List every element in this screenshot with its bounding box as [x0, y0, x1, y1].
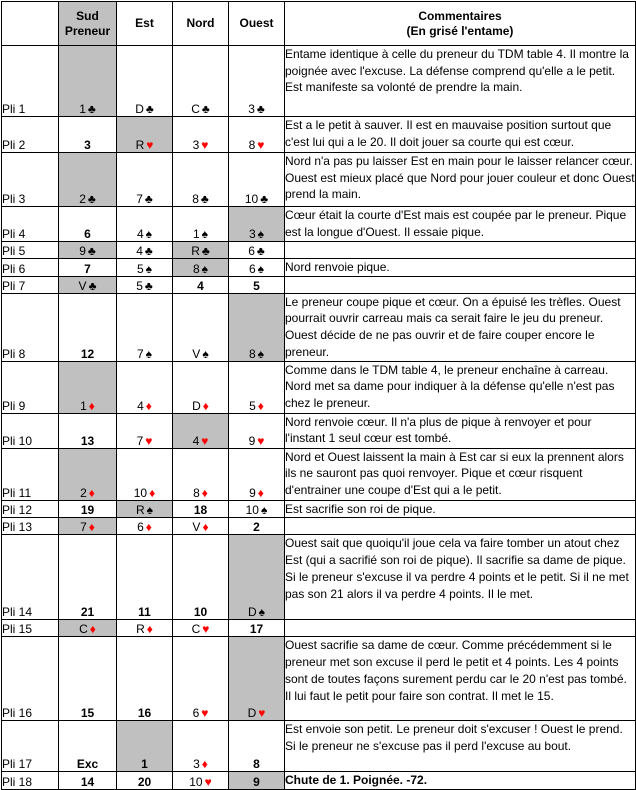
header-commentaires: Commentaires (En grisé l'entame)	[285, 2, 636, 46]
diamond-suit-icon: ♦	[89, 622, 96, 637]
diamond-suit-icon: ♦	[145, 398, 152, 413]
trick-comment	[285, 276, 636, 293]
card-nord	[173, 637, 229, 721]
trick-comment: Est a le petit à sauver. Il est en mauvaise position surtout que c'est lui qui a le 20. Il doit jouer sa courte qui est cœur.	[285, 117, 636, 153]
card-value: 3	[192, 138, 200, 152]
card-ouest	[229, 637, 285, 721]
card-value: 5	[253, 278, 260, 293]
card-ouest	[229, 448, 285, 500]
card-value: 3	[84, 138, 91, 152]
header-sud-preneur: Sud Preneur	[59, 2, 117, 46]
trick-comment: Cœur était la courte d'Est mais est coupée par le preneur. Pique est la longue d'Ouest. Il essaie pique.	[285, 207, 636, 242]
header-row	[2, 2, 636, 46]
card-value: 9	[253, 775, 260, 790]
card-value: 9	[249, 485, 256, 500]
trick-row	[2, 721, 636, 772]
card-value: 8	[192, 261, 200, 276]
card-sud	[59, 413, 117, 448]
card-value: 3	[248, 227, 256, 241]
card-est	[117, 153, 173, 207]
card-value: 6	[192, 706, 200, 721]
card-sud	[59, 721, 117, 772]
club-suit-icon: ♣	[87, 244, 96, 258]
card-value: 10	[244, 192, 259, 206]
card-value: 12	[80, 346, 95, 361]
trick-number: Pli 8	[2, 293, 59, 361]
club-suit-icon: ♣	[144, 278, 153, 293]
trick-comment: Le preneur coupe pique et cœur. On a épuisé les trèfles. Ouest pourrait ouvrir carreau mais ca serait faire le jeu du preneur. Ouest décide de ne pas ouvrir et de faire couper encore le preneur.	[285, 293, 636, 361]
heart-suit-icon: ♥	[257, 433, 265, 448]
card-ouest	[229, 242, 285, 259]
header-est: Est	[117, 2, 173, 46]
card-value: 6	[84, 227, 91, 241]
card-ouest	[229, 153, 285, 207]
card-value: 1	[141, 757, 148, 772]
card-ouest	[229, 276, 285, 293]
trick-number: Pli 9	[2, 361, 59, 413]
card-value: D	[135, 102, 144, 116]
card-value: 8	[248, 138, 256, 152]
trick-comment	[285, 518, 636, 535]
trick-row	[2, 413, 636, 448]
club-suit-icon: ♣	[256, 102, 265, 116]
spade-suit-icon: ♠	[202, 346, 209, 361]
trick-row	[2, 117, 636, 153]
card-value: 2	[80, 485, 87, 500]
card-nord	[173, 413, 229, 448]
club-suit-icon: ♣	[144, 244, 153, 258]
card-value: 7	[136, 433, 144, 448]
trick-number: Pli 10	[2, 413, 59, 448]
trick-number: Pli 4	[2, 207, 59, 242]
card-value: 16	[137, 706, 152, 721]
trick-comment: Entame identique à celle du preneur du TDM table 4. Il montre la poignée avec l'excuse. La défense comprend qu'elle a le petit. Est manifeste sa volonté de prendre la main.	[285, 46, 636, 117]
card-value: 1	[80, 398, 87, 413]
card-est	[117, 637, 173, 721]
diamond-suit-icon: ♦	[88, 485, 95, 500]
card-value: D	[247, 605, 257, 620]
club-suit-icon: ♣	[144, 192, 153, 206]
card-sud	[59, 500, 117, 518]
card-value: 8	[192, 192, 199, 206]
spade-suit-icon: ♠	[145, 227, 153, 241]
card-value: 17	[249, 622, 264, 637]
card-est	[117, 448, 173, 500]
card-value: 14	[80, 775, 95, 790]
trick-row	[2, 637, 636, 721]
spade-suit-icon: ♠	[145, 346, 153, 361]
card-nord	[173, 361, 229, 413]
card-value: 4	[192, 433, 200, 448]
card-nord	[173, 153, 229, 207]
card-value: 6	[248, 244, 255, 258]
card-ouest	[229, 259, 285, 277]
diamond-suit-icon: ♦	[202, 520, 209, 535]
card-nord	[173, 620, 229, 637]
card-value: 7	[84, 261, 91, 276]
card-value: 21	[80, 605, 95, 620]
card-sud	[59, 242, 117, 259]
card-ouest	[229, 207, 285, 242]
trick-row	[2, 46, 636, 117]
card-ouest	[229, 518, 285, 535]
card-est	[117, 535, 173, 620]
heart-suit-icon: ♥	[257, 138, 265, 152]
trick-row	[2, 772, 636, 790]
trick-row	[2, 242, 636, 259]
card-value: 8	[248, 346, 256, 361]
spade-suit-icon: ♠	[145, 261, 153, 276]
card-nord	[173, 535, 229, 620]
club-suit-icon: ♣	[201, 102, 210, 116]
card-value: 9	[248, 433, 256, 448]
card-ouest	[229, 620, 285, 637]
card-value: C	[191, 622, 201, 637]
diamond-suit-icon: ♦	[146, 622, 153, 637]
card-nord	[173, 448, 229, 500]
spade-suit-icon: ♠	[201, 227, 209, 241]
card-ouest	[229, 293, 285, 361]
trick-comment: Ouest sacrifie sa dame de cœur. Comme précédemment si le preneur met son excuse il perd le petit et 4 points. Les 4 points sont de toutes façons surement perdu car le 20 n'est pas tombé. Il lui faut le petit pour faire son contrat. Il met le 15.	[285, 637, 636, 721]
spade-suit-icon: ♠	[257, 261, 265, 276]
trick-number: Pli 1	[2, 46, 59, 117]
card-value: 2	[79, 192, 86, 206]
card-est	[117, 620, 173, 637]
card-value: 10	[245, 503, 259, 518]
card-value: D	[192, 398, 201, 413]
trick-number: Pli 18	[2, 772, 59, 790]
card-ouest	[229, 721, 285, 772]
card-nord	[173, 293, 229, 361]
card-est	[117, 242, 173, 259]
trick-number: Pli 7	[2, 276, 59, 293]
card-value: Exc	[76, 757, 99, 772]
card-sud	[59, 46, 117, 117]
card-est	[117, 772, 173, 790]
heart-suit-icon: ♥	[201, 706, 209, 721]
spade-suit-icon: ♠	[257, 346, 265, 361]
heart-suit-icon: ♥	[258, 706, 266, 721]
trick-number: Pli 15	[2, 620, 59, 637]
card-nord	[173, 518, 229, 535]
trick-number: Pli 13	[2, 518, 59, 535]
card-value: R	[191, 244, 200, 258]
card-nord	[173, 242, 229, 259]
diamond-suit-icon: ♦	[145, 520, 152, 535]
trick-comment: Nord n'a pas pu laisser Est en main pour le laisser relancer cœur. Ouest est mieux placé que Nord pour jouer couleur et donc Ouest prend la main.	[285, 153, 636, 207]
card-value: 10	[133, 485, 148, 500]
diamond-suit-icon: ♦	[88, 520, 95, 535]
header-nord: Nord	[173, 2, 229, 46]
trick-comment: Chute de 1. Poignée. -72.	[285, 772, 636, 790]
card-sud	[59, 276, 117, 293]
heart-suit-icon: ♥	[202, 622, 210, 637]
card-value: C	[191, 102, 200, 116]
card-value: 20	[137, 775, 152, 790]
card-est	[117, 276, 173, 293]
trick-comment	[285, 620, 636, 637]
card-est	[117, 117, 173, 153]
trick-number: Pli 12	[2, 500, 59, 518]
trick-comment: Comme dans le TDM table 4, le preneur enchaîne à carreau. Nord met sa dame pour indiquer à la défense qu'elle n'est pas chez le preneur.	[285, 361, 636, 413]
card-value: 7	[136, 192, 143, 206]
trick-number: Pli 11	[2, 448, 59, 500]
trick-comment: Nord renvoie pique.	[285, 259, 636, 277]
header-pli	[2, 2, 59, 46]
diamond-suit-icon: ♦	[201, 757, 208, 772]
card-value: 1	[79, 102, 86, 116]
club-suit-icon: ♣	[200, 192, 209, 206]
card-value: 4	[136, 244, 143, 258]
card-sud	[59, 259, 117, 277]
card-est	[117, 207, 173, 242]
trick-row	[2, 293, 636, 361]
trick-number: Pli 17	[2, 721, 59, 772]
card-value: 6	[137, 520, 144, 535]
trick-comment: Est envoie son petit. Le preneur doit s'excuser ! Ouest le prend. Si le preneur ne s'excuse pas il perd l'excuse au bout.	[285, 721, 636, 772]
card-value: 18	[193, 503, 208, 518]
card-value: R	[135, 138, 145, 152]
diamond-suit-icon: ♦	[149, 485, 156, 500]
card-value: 3	[248, 102, 255, 116]
card-sud	[59, 637, 117, 721]
trick-row	[2, 448, 636, 500]
trick-rows	[2, 46, 636, 790]
heart-suit-icon: ♥	[146, 138, 154, 152]
club-suit-icon: ♣	[145, 102, 154, 116]
card-nord	[173, 207, 229, 242]
heart-suit-icon: ♥	[201, 433, 209, 448]
trick-number: Pli 2	[2, 117, 59, 153]
trick-row	[2, 276, 636, 293]
diamond-suit-icon: ♦	[257, 485, 264, 500]
card-value: 5	[249, 398, 256, 413]
card-value: 4	[136, 227, 144, 241]
card-est	[117, 518, 173, 535]
card-value: C	[79, 622, 88, 637]
card-value: V	[192, 520, 201, 535]
trick-number: Pli 3	[2, 153, 59, 207]
card-est	[117, 721, 173, 772]
spade-suit-icon: ♠	[257, 227, 265, 241]
trick-number: Pli 6	[2, 259, 59, 277]
card-value: R	[136, 622, 145, 637]
card-ouest	[229, 413, 285, 448]
card-sud	[59, 117, 117, 153]
club-suit-icon: ♣	[87, 192, 96, 206]
card-nord	[173, 46, 229, 117]
diamond-suit-icon: ♦	[202, 398, 209, 413]
trick-comment: Nord et Ouest laissent la main à Est car si eux la prennent alors ils ne sauront pas quoi renvoyer. Pique et cœur risquent d'entrainer une coupe d'Est qui a le petit.	[285, 448, 636, 500]
card-value: 11	[138, 605, 151, 620]
trick-row	[2, 518, 636, 535]
club-suit-icon: ♣	[256, 244, 265, 258]
card-value: D	[247, 706, 257, 721]
card-value: R	[135, 503, 145, 518]
card-est	[117, 413, 173, 448]
card-value: V	[192, 346, 201, 361]
heart-suit-icon: ♥	[204, 775, 212, 790]
card-ouest	[229, 772, 285, 790]
trick-row	[2, 259, 636, 277]
diamond-suit-icon: ♦	[257, 398, 264, 413]
card-nord	[173, 117, 229, 153]
trick-row	[2, 153, 636, 207]
spade-suit-icon: ♠	[201, 261, 209, 276]
trick-row	[2, 620, 636, 637]
card-value: 10	[193, 605, 208, 620]
card-sud	[59, 448, 117, 500]
card-value: 1	[192, 227, 200, 241]
card-value: 5	[136, 261, 144, 276]
card-ouest	[229, 117, 285, 153]
spade-suit-icon: ♠	[258, 605, 266, 620]
card-value: 5	[136, 278, 143, 293]
card-sud	[59, 772, 117, 790]
card-value: 4	[197, 278, 204, 293]
header-ouest: Ouest	[229, 2, 285, 46]
diamond-suit-icon: ♦	[201, 485, 208, 500]
trick-comment: Ouest sait que quoiqu'il joue cela va faire tomber un atout chez Est (qui a sacrifié son roi de pique). Il sacrifie sa dame de pique. Si le preneur s'excuse il va perdre 4 points et le petit. Si il ne met pas son 21 alors il va perdre 4 points. Il le met.	[285, 535, 636, 620]
trick-number: Pli 14	[2, 535, 59, 620]
trick-number: Pli 5	[2, 242, 59, 259]
trick-comment: Nord renvoie cœur. Il n'a plus de pique à renvoyer et pour l'instant 1 seul cœur est tombé.	[285, 413, 636, 448]
trick-number: Pli 16	[2, 637, 59, 721]
card-value: 4	[137, 398, 144, 413]
card-nord	[173, 721, 229, 772]
card-value: V	[78, 278, 87, 293]
card-est	[117, 500, 173, 518]
card-sud	[59, 361, 117, 413]
card-sud	[59, 518, 117, 535]
card-sud	[59, 293, 117, 361]
card-nord	[173, 500, 229, 518]
club-suit-icon: ♣	[201, 244, 210, 258]
card-nord	[173, 276, 229, 293]
card-value: 19	[80, 503, 95, 518]
club-suit-icon: ♣	[87, 102, 96, 116]
card-sud	[59, 535, 117, 620]
card-value: 9	[79, 244, 86, 258]
card-sud	[59, 153, 117, 207]
card-value: 6	[248, 261, 256, 276]
card-est	[117, 259, 173, 277]
club-suit-icon: ♣	[88, 278, 97, 293]
card-nord	[173, 259, 229, 277]
card-est	[117, 293, 173, 361]
card-nord	[173, 772, 229, 790]
card-est	[117, 46, 173, 117]
card-ouest	[229, 535, 285, 620]
trick-row	[2, 535, 636, 620]
card-value: 10	[189, 775, 203, 790]
card-est	[117, 361, 173, 413]
card-value: 8	[253, 757, 260, 772]
card-value: 13	[80, 433, 95, 448]
card-sud	[59, 620, 117, 637]
trick-comment: Est sacrifie son roi de pique.	[285, 500, 636, 518]
diamond-suit-icon: ♦	[88, 398, 95, 413]
heart-suit-icon: ♥	[201, 138, 209, 152]
card-sud	[59, 207, 117, 242]
card-ouest	[229, 500, 285, 518]
spade-suit-icon: ♠	[146, 503, 154, 518]
club-suit-icon: ♣	[260, 192, 269, 206]
card-value: 15	[80, 706, 95, 721]
heart-suit-icon: ♥	[145, 433, 153, 448]
trick-row	[2, 500, 636, 518]
trick-comment	[285, 242, 636, 259]
spade-suit-icon: ♠	[260, 503, 268, 518]
deal-table	[1, 1, 636, 790]
card-value: 2	[253, 520, 260, 535]
card-value: 8	[193, 485, 200, 500]
card-value: 7	[80, 520, 87, 535]
trick-row	[2, 207, 636, 242]
card-value: 7	[136, 346, 144, 361]
trick-row	[2, 361, 636, 413]
card-ouest	[229, 46, 285, 117]
card-value: 3	[193, 757, 200, 772]
card-ouest	[229, 361, 285, 413]
